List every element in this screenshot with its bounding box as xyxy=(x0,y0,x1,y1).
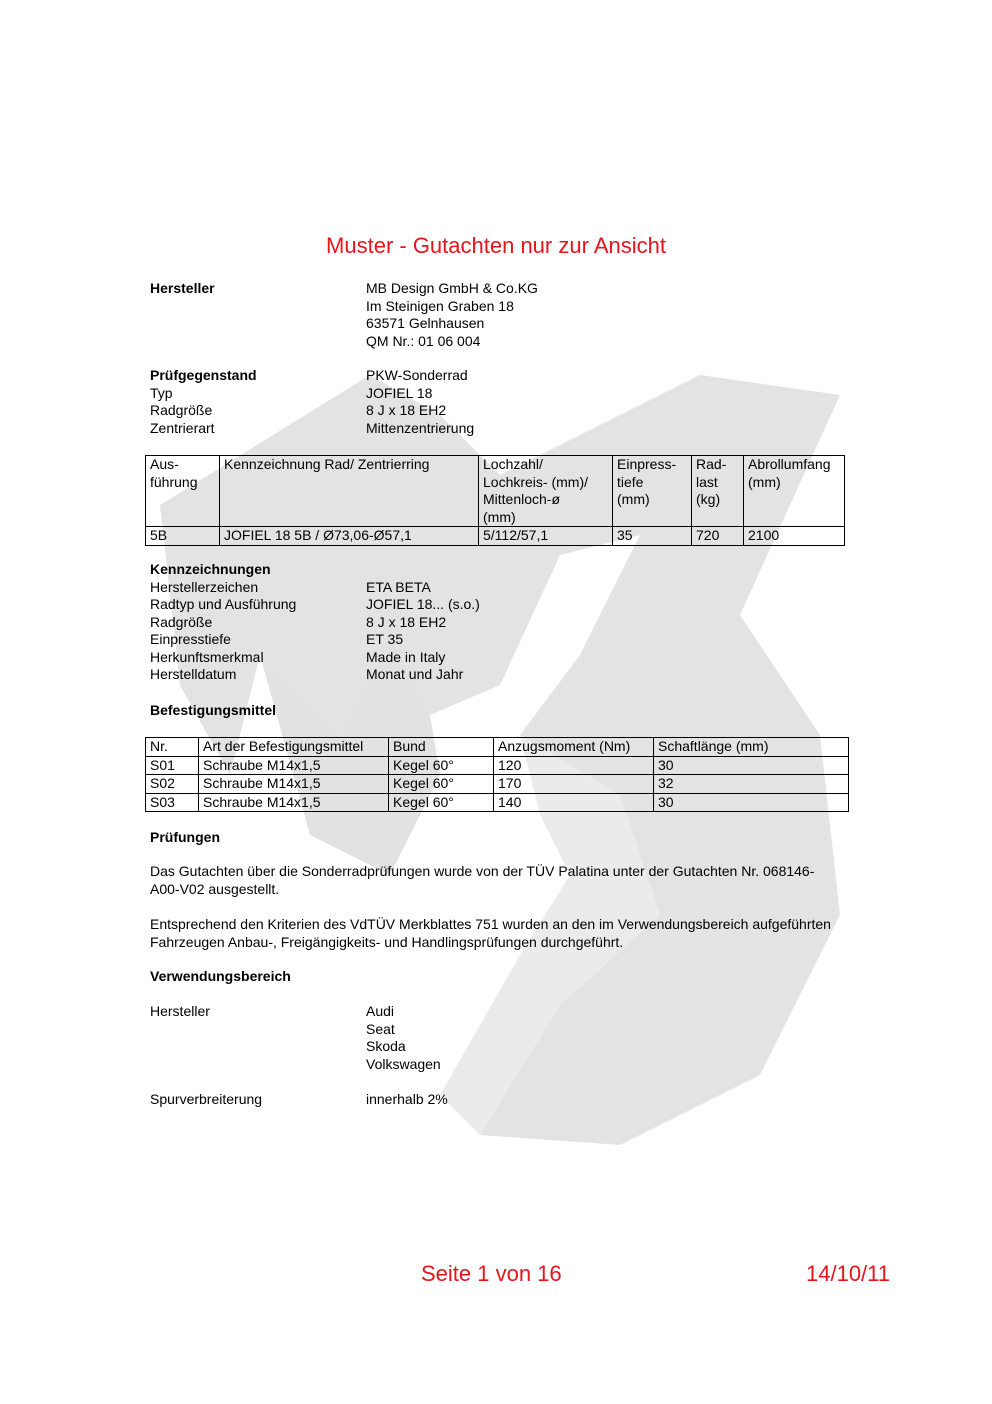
test-object-heading: Prüfgegenstand xyxy=(150,367,257,383)
table-header-cell: Art der Befestigungsmittel xyxy=(199,738,389,757)
field-value: 8 J x 18 EH2 xyxy=(366,613,447,630)
table-cell: S02 xyxy=(146,775,199,794)
field-label: Einpresstiefe xyxy=(150,631,231,647)
field-label: Zentrierart xyxy=(150,419,215,436)
table-header-cell: Einpress- tiefe (mm) xyxy=(613,456,692,527)
field-label: Radtyp und Ausführung xyxy=(150,596,297,612)
track-widening-label: Spurverbreiterung xyxy=(150,1091,263,1107)
table-cell: Schraube M14x1,5 xyxy=(199,756,389,775)
vehicle-brand: Volkswagen xyxy=(366,1055,441,1072)
table-header-row xyxy=(146,456,845,527)
table-cell: 120 xyxy=(494,756,654,775)
manufacturer-section xyxy=(150,280,850,350)
field-label: Typ xyxy=(150,384,173,401)
usage-manufacturers xyxy=(150,1003,850,1073)
table-header-cell: Nr. xyxy=(146,738,199,757)
wheel-table xyxy=(145,455,845,546)
table-cell: 32 xyxy=(654,775,849,794)
table-row xyxy=(146,775,849,794)
manufacturer-line: QM Nr.: 01 06 004 xyxy=(366,332,481,349)
field-value: Made in Italy xyxy=(366,648,446,665)
table-cell: 140 xyxy=(494,793,654,812)
table-cell: S03 xyxy=(146,793,199,812)
field-label: Radgröße xyxy=(150,613,213,630)
manufacturer-line: 63571 Gelnhausen xyxy=(366,315,485,331)
test-object-value: PKW-Sonderrad xyxy=(366,367,468,383)
table-row xyxy=(146,793,849,812)
field-value: ET 35 xyxy=(366,631,404,647)
table-cell: 5/112/57,1 xyxy=(479,527,613,546)
tests-heading: Prüfungen xyxy=(150,829,220,845)
field-value: ETA BETA xyxy=(366,578,431,595)
table-cell: 720 xyxy=(692,527,744,546)
usage-manufacturer-label: Hersteller xyxy=(150,1003,210,1019)
field-value: JOFIEL 18 xyxy=(366,384,433,401)
track-widening xyxy=(150,1091,850,1109)
document-title: Muster - Gutachten nur zur Ansicht xyxy=(326,233,666,258)
table-header-cell: Anzugsmoment (Nm) xyxy=(494,738,654,757)
table-cell: 30 xyxy=(654,793,849,812)
usage-heading: Verwendungsbereich xyxy=(150,968,291,984)
table-cell: 170 xyxy=(494,775,654,794)
track-widening-value: innerhalb 2% xyxy=(366,1091,448,1107)
table-cell: 35 xyxy=(613,527,692,546)
page-number: Seite 1 von 16 xyxy=(421,1261,562,1286)
field-label: Herkunftsmerkmal xyxy=(150,648,264,665)
table-header-cell: Rad- last (kg) xyxy=(692,456,744,527)
table-header-cell: Schaftlänge (mm) xyxy=(654,738,849,757)
table-cell: Kegel 60° xyxy=(389,793,494,812)
table-cell: 30 xyxy=(654,756,849,775)
vehicle-brand: Audi xyxy=(366,1003,395,1019)
manufacturer-label: Hersteller xyxy=(150,280,215,296)
table-cell: 5B xyxy=(146,527,220,546)
markings-section xyxy=(150,561,850,684)
table-cell: 2100 xyxy=(744,527,845,546)
field-value: Mittenzentrierung xyxy=(366,419,475,436)
field-label: Herstelldatum xyxy=(150,666,237,682)
table-header-cell: Kennzeichnung Rad/ Zentrierring xyxy=(220,456,479,527)
tests-paragraph-2: Entsprechend den Kriterien des VdTÜV Merkblattes 751 wurden an den im Verwendungsbereich aufgeführten Fahrzeugen Anbau-, Freigängigkeits- und Handlingsprüfungen durchgeführt. xyxy=(150,916,831,950)
table-cell: Schraube M14x1,5 xyxy=(199,793,389,812)
table-header-cell: Lochzahl/ Lochkreis- (mm)/ Mittenloch-ø (mm) xyxy=(479,456,613,527)
footer-date: 14/10/11 xyxy=(806,1261,891,1286)
fasteners-table xyxy=(145,737,849,812)
table-header-cell: Aus- führung xyxy=(146,456,220,527)
table-row xyxy=(146,756,849,775)
table-cell: JOFIEL 18 5B / Ø73,06-Ø57,1 xyxy=(220,527,479,546)
table-row xyxy=(146,527,845,546)
manufacturer-line: MB Design GmbH & Co.KG xyxy=(366,280,538,296)
field-value: Monat und Jahr xyxy=(366,666,464,682)
vehicle-brand: Seat xyxy=(366,1020,395,1037)
field-value: JOFIEL 18... (s.o.) xyxy=(366,596,480,612)
tests-paragraph-1: Das Gutachten über die Sonderradprüfungen wurde von der TÜV Palatina unter der Gutachten Nr. 068146-A00-V02 ausgestellt. xyxy=(150,863,815,897)
manufacturer-line: Im Steinigen Graben 18 xyxy=(366,297,514,314)
vehicle-brand: Skoda xyxy=(366,1038,406,1054)
table-header-cell: Abrollumfang (mm) xyxy=(744,456,845,527)
markings-heading: Kennzeichnungen xyxy=(150,561,271,577)
field-value: 8 J x 18 EH2 xyxy=(366,402,447,418)
table-cell: Kegel 60° xyxy=(389,756,494,775)
field-label: Herstellerzeichen xyxy=(150,578,259,595)
table-header-cell: Bund xyxy=(389,738,494,757)
test-object-section xyxy=(150,367,850,437)
table-cell: Kegel 60° xyxy=(389,775,494,794)
fasteners-heading: Befestigungsmittel xyxy=(150,702,277,718)
field-label: Radgröße xyxy=(150,402,213,418)
table-header-row xyxy=(146,738,849,757)
table-cell: S01 xyxy=(146,756,199,775)
table-cell: Schraube M14x1,5 xyxy=(199,775,389,794)
